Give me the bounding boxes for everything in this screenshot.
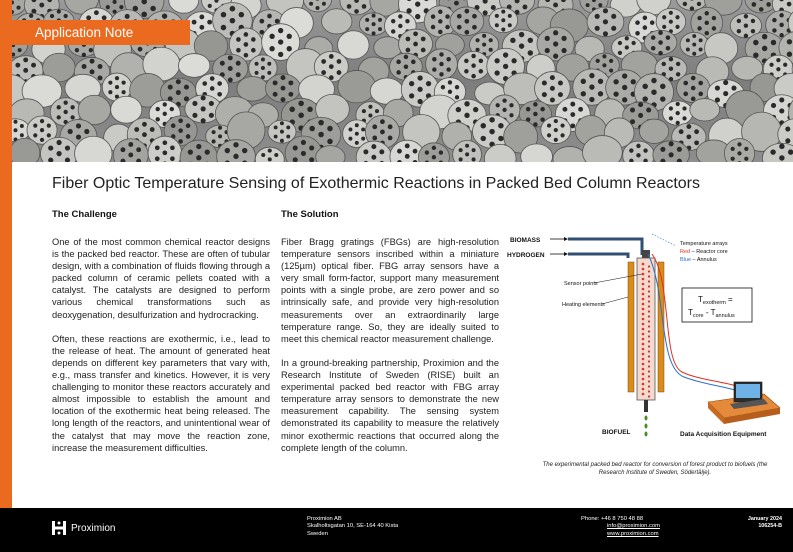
sensor-point-red bbox=[648, 335, 650, 337]
email-link[interactable]: info@proximion.com bbox=[607, 523, 660, 530]
publish-date: January 2024 bbox=[747, 516, 782, 522]
footer-contact bbox=[581, 516, 660, 538]
sensor-point-red bbox=[648, 390, 650, 392]
solution-paragraph: Fiber Bragg gratings (FBGs) are high-resolution temperature sensors inscribed within a miniature (125µm) optical fiber. FBG array sensors have a very small form-factor, support many measurement points with a single probe, are zero power and so intrinsically safe, and provide very high-resolution measurements over an extraordinarily large temperature range. So, they are ideally suited to meet this chemical reactor measurement challenge. bbox=[281, 237, 499, 344]
legend-blue-row bbox=[680, 257, 717, 263]
sensor-point-red bbox=[648, 270, 650, 272]
sensor-points-label: Sensor points bbox=[564, 281, 598, 287]
heating-elements-label: Heating elements bbox=[562, 302, 605, 308]
sensor-point-red bbox=[648, 280, 650, 282]
sensor-point-red bbox=[648, 285, 650, 287]
sensor-point-red bbox=[648, 265, 650, 267]
sensor-point-red bbox=[642, 278, 645, 281]
sensor-point-red bbox=[642, 348, 645, 351]
hydrogen-pipe bbox=[550, 252, 628, 258]
badge-label: Application Note bbox=[35, 25, 134, 40]
formula-rhs: $T_{core} - T_{annulus}$ bbox=[688, 308, 735, 319]
challenge-paragraph: Often, these reactions are exothermic, i.e., lead to the release of heat. The amount of generated heat depends on different key parameters that vary with, e.g., mass transfer and kinetics. However, it is very challenging to monitor these reactors accurately and almost impossible to establish the amount and location of the exothermic heat being released. The long length of the reactors, and unintentional wear of the catalyst that may move the reaction zone, increase the measurement difficulties. bbox=[52, 333, 270, 453]
sensor-point-red bbox=[642, 263, 645, 266]
sensor-point-red bbox=[642, 338, 645, 341]
application-note-badge bbox=[12, 20, 190, 45]
sensor-point-red bbox=[648, 345, 650, 347]
sensor-point-red bbox=[648, 310, 650, 312]
sensor-point-red bbox=[642, 353, 645, 356]
sensor-point-red bbox=[642, 308, 645, 311]
footer-brand: Proximion bbox=[71, 523, 116, 534]
sensor-point-red bbox=[648, 320, 650, 322]
biomass-pipe bbox=[550, 237, 642, 255]
legend-blue-desc: – Annulus bbox=[691, 257, 717, 263]
sensor-point-red bbox=[642, 323, 645, 326]
biofuel-label: BIOFUEL bbox=[602, 429, 631, 436]
page-title: Fiber Optic Temperature Sensing of Exothermic Reactions in Packed Bed Column Reactors bbox=[52, 175, 701, 192]
sensor-point-red bbox=[642, 318, 645, 321]
sensor-point-red bbox=[642, 303, 645, 306]
sensor-point-red bbox=[648, 330, 650, 332]
solution-body bbox=[281, 236, 499, 466]
accent-bar bbox=[0, 0, 12, 508]
sensor-point-red bbox=[648, 340, 650, 342]
sensor-point-red bbox=[642, 328, 645, 331]
sensor-point-red bbox=[648, 380, 650, 382]
sensor-point-red bbox=[642, 343, 645, 346]
sensor-point-red bbox=[648, 375, 650, 377]
red-fiber bbox=[652, 254, 752, 394]
sensor-point-red bbox=[648, 290, 650, 292]
sensor-point-red bbox=[642, 363, 645, 366]
sensor-point-red bbox=[642, 393, 645, 396]
sensor-point-red bbox=[642, 313, 645, 316]
sensor-point-red bbox=[642, 268, 645, 271]
daq-label: Data Acquisition Equipment bbox=[680, 431, 767, 438]
challenge-heading: The Challenge bbox=[52, 209, 117, 220]
sensor-point-red bbox=[648, 360, 650, 362]
street-address: Skalholtsgatan 10, SE-164 40 Kista bbox=[307, 523, 399, 530]
sensor-point-red bbox=[642, 378, 645, 381]
sensor-point-red bbox=[648, 315, 650, 317]
footer-date bbox=[748, 516, 782, 531]
sensor-point-red bbox=[648, 275, 650, 277]
sensor-point-red bbox=[642, 273, 645, 276]
biomass-label: BIOMASS bbox=[510, 237, 541, 244]
legend-blue-key: Blue bbox=[680, 257, 692, 263]
sensor-point-red bbox=[642, 283, 645, 286]
sensor-point-red bbox=[648, 300, 650, 302]
sensor-point-red bbox=[648, 370, 650, 372]
sensor-point-red bbox=[642, 298, 645, 301]
solution-paragraph: In a ground-breaking partnership, Proximion and the Research Institute of Sweden (RISE) built an experimental packed bed reactor with FBG array temperature array sensors to demonstrate the new measurement capability. The sensing system demonstrated its capability to measure the relatively minor exothermic reactions that occurred along the complete length of the column. bbox=[281, 357, 499, 453]
reactor-diagram bbox=[502, 222, 787, 454]
challenge-body bbox=[52, 236, 270, 466]
sensor-point-red bbox=[642, 333, 645, 336]
country: Sweden bbox=[307, 530, 328, 537]
reactor-column bbox=[637, 258, 655, 400]
legend-red-row bbox=[680, 249, 728, 255]
sensor-point-red bbox=[642, 293, 645, 296]
sensor-point-red bbox=[642, 368, 645, 371]
proximion-logo-icon bbox=[52, 521, 66, 535]
biofuel-drop bbox=[645, 432, 648, 437]
solution-heading: The Solution bbox=[281, 209, 339, 220]
company-name: Proximion AB bbox=[307, 516, 342, 522]
sensor-point-red bbox=[642, 373, 645, 376]
phone: Phone: +46 8 750 48 88 bbox=[581, 516, 644, 522]
sensor-point-red bbox=[648, 385, 650, 387]
column-outlet bbox=[644, 400, 648, 412]
challenge-paragraph: One of the most common chemical reactor designs is the packed bed reactor. These are often of tubular design, with a combination of fluids flowing through a packed column of ceramic pellets coated with a catalyst. The catalysts are designed to perform various chemical transformations such as deoxygenation, desulfurization and hydrocracking. bbox=[52, 237, 270, 320]
biofuel-drop bbox=[645, 424, 648, 429]
document-id: 106254-B bbox=[758, 523, 782, 530]
legend-red-key: Red bbox=[680, 249, 691, 255]
sensor-point-red bbox=[648, 295, 650, 297]
data-acquisition-equipment bbox=[708, 382, 780, 424]
legend-title: Temperature arrays bbox=[680, 241, 728, 247]
sensor-point-red bbox=[642, 288, 645, 291]
sensor-point-red bbox=[648, 395, 650, 397]
website-link[interactable]: www.proximion.com bbox=[607, 530, 659, 537]
figure-caption: The experimental packed bed reactor for conversion of forest product to biofuels (the Research Institute of Sweden, Södertälje). bbox=[542, 462, 768, 476]
sensor-point-red bbox=[648, 365, 650, 367]
biofuel-drop bbox=[645, 416, 648, 421]
footer-address bbox=[307, 516, 398, 538]
sensor-point-red bbox=[642, 383, 645, 386]
sensor-point-red bbox=[642, 388, 645, 391]
sensor-point-red bbox=[648, 305, 650, 307]
formula-lhs: $T_{exotherm}$ = bbox=[698, 295, 733, 306]
sensor-point-red bbox=[642, 358, 645, 361]
hydrogen-label: HYDROGEN bbox=[507, 252, 545, 259]
legend-red-desc: – Reactor core bbox=[690, 249, 728, 255]
sensor-point-red bbox=[648, 350, 650, 352]
footer bbox=[0, 508, 793, 552]
sensor-point-red bbox=[648, 355, 650, 357]
heating-element-left bbox=[628, 262, 634, 392]
sensor-point-red bbox=[648, 325, 650, 327]
